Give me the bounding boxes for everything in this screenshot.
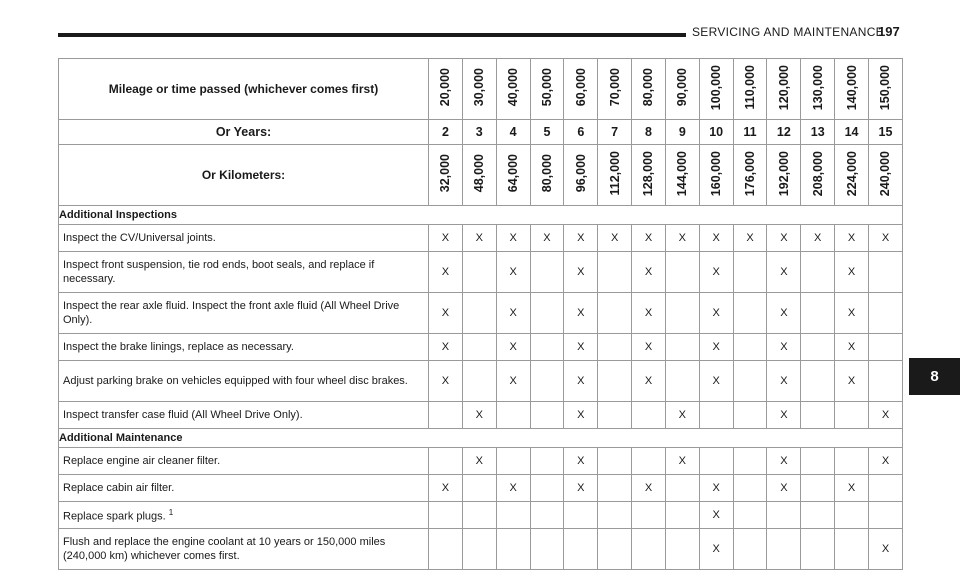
schedule-mark: X (868, 225, 902, 252)
service-item-text: Inspect front suspension, tie rod ends, boot seals, and replace if necessary. (63, 259, 375, 285)
year-cell: 15 (868, 120, 902, 145)
schedule-mark (632, 529, 666, 570)
kilometer-header-cell (632, 145, 666, 206)
service-item-label (59, 361, 429, 402)
schedule-mark: X (665, 225, 699, 252)
schedule-mark (868, 475, 902, 502)
maintenance-schedule-table (58, 58, 903, 570)
schedule-mark: X (767, 225, 801, 252)
schedule-mark (835, 448, 869, 475)
schedule-mark: X (632, 293, 666, 334)
mileage-header-cell (496, 59, 530, 120)
mileage-value: 140,000 (844, 64, 859, 111)
mileage-header-cell (699, 59, 733, 120)
service-item-label (59, 502, 429, 529)
kilometer-header-cell (462, 145, 496, 206)
schedule-mark: X (699, 361, 733, 402)
schedule-mark: X (598, 225, 632, 252)
schedule-mark (598, 529, 632, 570)
kilometer-header-cell (835, 145, 869, 206)
schedule-mark: X (564, 334, 598, 361)
schedule-mark: X (429, 252, 463, 293)
kilometer-value: 208,000 (810, 150, 825, 197)
service-item-label (59, 334, 429, 361)
schedule-mark: X (429, 475, 463, 502)
service-item-text: Replace cabin air filter. (63, 482, 175, 494)
schedule-mark (665, 502, 699, 529)
year-cell: 9 (665, 120, 699, 145)
table-row (59, 252, 903, 293)
kilometers-row (59, 145, 903, 206)
year-cell: 12 (767, 120, 801, 145)
schedule-mark: X (564, 402, 598, 429)
table-row (59, 293, 903, 334)
kilometer-value: 176,000 (743, 150, 758, 197)
table-row (59, 502, 903, 529)
schedule-mark: X (564, 361, 598, 402)
service-item-label (59, 252, 429, 293)
schedule-mark (835, 402, 869, 429)
schedule-mark: X (699, 529, 733, 570)
service-item-text: Inspect the rear axle fluid. Inspect the front axle fluid (All Wheel Drive Only). (63, 300, 400, 326)
header-rule (58, 33, 686, 37)
schedule-mark (801, 334, 835, 361)
schedule-mark (496, 402, 530, 429)
schedule-mark (598, 361, 632, 402)
mileage-value: 120,000 (776, 64, 791, 111)
kilometer-value: 96,000 (573, 154, 588, 193)
schedule-mark: X (767, 334, 801, 361)
mileage-header-cell (665, 59, 699, 120)
schedule-mark (598, 502, 632, 529)
schedule-mark (632, 502, 666, 529)
schedule-mark: X (429, 361, 463, 402)
table-row (59, 529, 903, 570)
schedule-mark: X (699, 334, 733, 361)
schedule-mark (868, 293, 902, 334)
years-label: Or Years: (59, 120, 429, 145)
kilometer-header-cell (699, 145, 733, 206)
schedule-mark (801, 252, 835, 293)
schedule-mark: X (564, 252, 598, 293)
schedule-mark: X (733, 225, 767, 252)
years-row (59, 120, 903, 145)
kilometer-header-cell (496, 145, 530, 206)
kilometer-header-cell (733, 145, 767, 206)
mileage-value: 40,000 (506, 68, 521, 107)
schedule-mark: X (632, 361, 666, 402)
schedule-mark: X (496, 252, 530, 293)
schedule-mark (530, 252, 564, 293)
mileage-value: 150,000 (878, 64, 893, 111)
schedule-mark (868, 252, 902, 293)
year-cell: 4 (496, 120, 530, 145)
schedule-mark (733, 448, 767, 475)
table-row (59, 448, 903, 475)
schedule-mark: X (632, 252, 666, 293)
kilometer-value: 80,000 (539, 154, 554, 193)
schedule-mark (462, 334, 496, 361)
table-row (59, 225, 903, 252)
mileage-value: 30,000 (472, 68, 487, 107)
schedule-mark (665, 252, 699, 293)
kilometer-value: 128,000 (641, 150, 656, 197)
schedule-mark: X (699, 502, 733, 529)
schedule-mark (598, 293, 632, 334)
mileage-label: Mileage or time passed (whichever comes first) (59, 59, 429, 120)
schedule-mark (632, 402, 666, 429)
schedule-mark (801, 361, 835, 402)
section-header-row (59, 429, 903, 448)
section-title: Additional Inspections (59, 206, 903, 225)
schedule-mark: X (429, 225, 463, 252)
mileage-header-cell (564, 59, 598, 120)
mileage-header-cell (801, 59, 835, 120)
schedule-mark (530, 529, 564, 570)
schedule-mark: X (767, 475, 801, 502)
schedule-mark: X (496, 225, 530, 252)
schedule-mark (733, 252, 767, 293)
schedule-mark (801, 529, 835, 570)
schedule-mark: X (632, 334, 666, 361)
schedule-mark (868, 334, 902, 361)
mileage-value: 130,000 (810, 64, 825, 111)
schedule-mark (496, 448, 530, 475)
schedule-mark: X (699, 293, 733, 334)
service-item-label (59, 293, 429, 334)
schedule-mark (868, 361, 902, 402)
table-row (59, 402, 903, 429)
schedule-mark: X (767, 448, 801, 475)
schedule-mark: X (632, 475, 666, 502)
year-cell: 6 (564, 120, 598, 145)
schedule-mark (429, 529, 463, 570)
schedule-mark (733, 529, 767, 570)
service-item-label (59, 448, 429, 475)
schedule-mark (462, 252, 496, 293)
kilometer-value: 32,000 (438, 154, 453, 193)
table-row (59, 475, 903, 502)
service-item-text: Adjust parking brake on vehicles equipped with four wheel disc brakes. (63, 375, 408, 387)
schedule-mark (496, 502, 530, 529)
schedule-mark (530, 361, 564, 402)
mileage-header-cell (429, 59, 463, 120)
schedule-mark (530, 293, 564, 334)
service-item-label (59, 402, 429, 429)
year-cell: 8 (632, 120, 666, 145)
schedule-mark: X (429, 334, 463, 361)
year-cell: 3 (462, 120, 496, 145)
schedule-mark: X (665, 402, 699, 429)
mileage-value: 100,000 (709, 64, 724, 111)
schedule-mark (733, 334, 767, 361)
schedule-mark: X (462, 448, 496, 475)
schedule-mark (733, 293, 767, 334)
schedule-mark (462, 361, 496, 402)
schedule-mark (699, 448, 733, 475)
schedule-mark: X (564, 475, 598, 502)
service-item-text: Replace engine air cleaner filter. (63, 455, 221, 467)
schedule-mark: X (632, 225, 666, 252)
schedule-mark (530, 502, 564, 529)
schedule-mark (598, 334, 632, 361)
schedule-mark (665, 529, 699, 570)
service-item-text: Inspect transfer case fluid (All Wheel Drive Only). (63, 409, 303, 421)
schedule-mark (733, 475, 767, 502)
mileage-header-cell (733, 59, 767, 120)
schedule-mark (598, 252, 632, 293)
schedule-mark: X (429, 293, 463, 334)
schedule-mark (665, 361, 699, 402)
schedule-mark (598, 448, 632, 475)
kilometer-header-cell (530, 145, 564, 206)
mileage-header-cell (767, 59, 801, 120)
schedule-mark: X (767, 402, 801, 429)
schedule-mark (665, 293, 699, 334)
schedule-mark (699, 402, 733, 429)
schedule-mark: X (767, 361, 801, 402)
schedule-mark: X (496, 475, 530, 502)
service-item-text: Inspect the brake linings, replace as necessary. (63, 341, 294, 353)
section-title: SERVICING AND MAINTENANCE (692, 25, 884, 39)
schedule-mark: X (564, 448, 598, 475)
mileage-header-cell (632, 59, 666, 120)
schedule-mark (530, 475, 564, 502)
schedule-mark: X (868, 529, 902, 570)
schedule-mark (462, 502, 496, 529)
schedule-mark: X (835, 475, 869, 502)
mileage-value: 80,000 (641, 68, 656, 107)
kilometer-value: 192,000 (776, 150, 791, 197)
mileage-value: 90,000 (675, 68, 690, 107)
schedule-mark (665, 334, 699, 361)
schedule-mark (801, 448, 835, 475)
schedule-mark (496, 529, 530, 570)
schedule-mark (530, 334, 564, 361)
schedule-mark: X (699, 225, 733, 252)
schedule-mark (598, 402, 632, 429)
schedule-mark: X (665, 448, 699, 475)
schedule-mark (530, 402, 564, 429)
schedule-mark (564, 529, 598, 570)
schedule-mark: X (564, 293, 598, 334)
schedule-mark: X (496, 361, 530, 402)
schedule-mark: X (835, 334, 869, 361)
schedule-mark: X (835, 252, 869, 293)
schedule-mark: X (530, 225, 564, 252)
schedule-mark: X (462, 225, 496, 252)
footnote-marker: 1 (168, 508, 174, 518)
mileage-value: 70,000 (607, 68, 622, 107)
schedule-mark: X (462, 402, 496, 429)
schedule-mark: X (835, 293, 869, 334)
kilometer-header-cell (665, 145, 699, 206)
kilometer-value: 112,000 (607, 151, 622, 196)
year-cell: 11 (733, 120, 767, 145)
mileage-row (59, 59, 903, 120)
year-cell: 14 (835, 120, 869, 145)
service-item-label (59, 225, 429, 252)
service-item-text: Flush and replace the engine coolant at 10 years or 150,000 miles (240,000 km) whichever comes first. (63, 536, 386, 562)
mileage-header-cell (868, 59, 902, 120)
mileage-header-cell (835, 59, 869, 120)
mileage-value: 110,000 (743, 65, 758, 110)
schedule-mark: X (496, 293, 530, 334)
schedule-mark (767, 502, 801, 529)
schedule-mark (835, 529, 869, 570)
kilometer-header-cell (598, 145, 632, 206)
chapter-tab: 8 (909, 358, 960, 395)
year-cell: 10 (699, 120, 733, 145)
schedule-mark: X (868, 448, 902, 475)
schedule-mark (462, 293, 496, 334)
mileage-value: 60,000 (573, 68, 588, 107)
schedule-mark: X (496, 334, 530, 361)
table-row (59, 361, 903, 402)
schedule-mark: X (767, 293, 801, 334)
schedule-mark (835, 502, 869, 529)
schedule-mark (801, 402, 835, 429)
schedule-mark (733, 361, 767, 402)
schedule-mark (598, 475, 632, 502)
year-cell: 13 (801, 120, 835, 145)
mileage-value: 20,000 (438, 68, 453, 107)
schedule-mark (801, 293, 835, 334)
schedule-mark: X (801, 225, 835, 252)
mileage-header-cell (598, 59, 632, 120)
schedule-mark: X (699, 475, 733, 502)
schedule-mark (632, 448, 666, 475)
kilometer-value: 224,000 (844, 150, 859, 197)
schedule-mark (462, 529, 496, 570)
service-item-label (59, 529, 429, 570)
schedule-mark (462, 475, 496, 502)
kilometer-value: 48,000 (472, 154, 487, 193)
schedule-mark (733, 402, 767, 429)
schedule-mark (429, 402, 463, 429)
mileage-header-cell (462, 59, 496, 120)
kilometer-header-cell (767, 145, 801, 206)
mileage-value: 50,000 (539, 68, 554, 107)
service-item-text: Replace spark plugs. (63, 510, 166, 523)
table-row (59, 334, 903, 361)
service-item-text: Inspect the CV/Universal joints. (63, 232, 216, 244)
kilometer-value: 240,000 (878, 150, 893, 197)
schedule-mark (733, 502, 767, 529)
schedule-mark (564, 502, 598, 529)
year-cell: 7 (598, 120, 632, 145)
kilometers-label: Or Kilometers: (59, 145, 429, 206)
schedule-mark (429, 448, 463, 475)
schedule-mark (801, 475, 835, 502)
schedule-mark (530, 448, 564, 475)
year-cell: 2 (429, 120, 463, 145)
page-number: 197 (878, 24, 900, 39)
schedule-mark: X (835, 225, 869, 252)
mileage-header-cell (530, 59, 564, 120)
year-cell: 5 (530, 120, 564, 145)
kilometer-header-cell (868, 145, 902, 206)
kilometer-value: 64,000 (506, 154, 521, 193)
schedule-mark (665, 475, 699, 502)
section-title: Additional Maintenance (59, 429, 903, 448)
schedule-mark (868, 502, 902, 529)
schedule-mark: X (564, 225, 598, 252)
schedule-mark: X (868, 402, 902, 429)
schedule-mark (767, 529, 801, 570)
schedule-mark: X (767, 252, 801, 293)
kilometer-value: 160,000 (709, 150, 724, 197)
kilometer-header-cell (429, 145, 463, 206)
section-header-row (59, 206, 903, 225)
service-item-label (59, 475, 429, 502)
kilometer-header-cell (564, 145, 598, 206)
schedule-mark (429, 502, 463, 529)
kilometer-value: 144,000 (675, 150, 690, 197)
kilometer-header-cell (801, 145, 835, 206)
schedule-mark: X (835, 361, 869, 402)
schedule-mark: X (699, 252, 733, 293)
schedule-mark (801, 502, 835, 529)
